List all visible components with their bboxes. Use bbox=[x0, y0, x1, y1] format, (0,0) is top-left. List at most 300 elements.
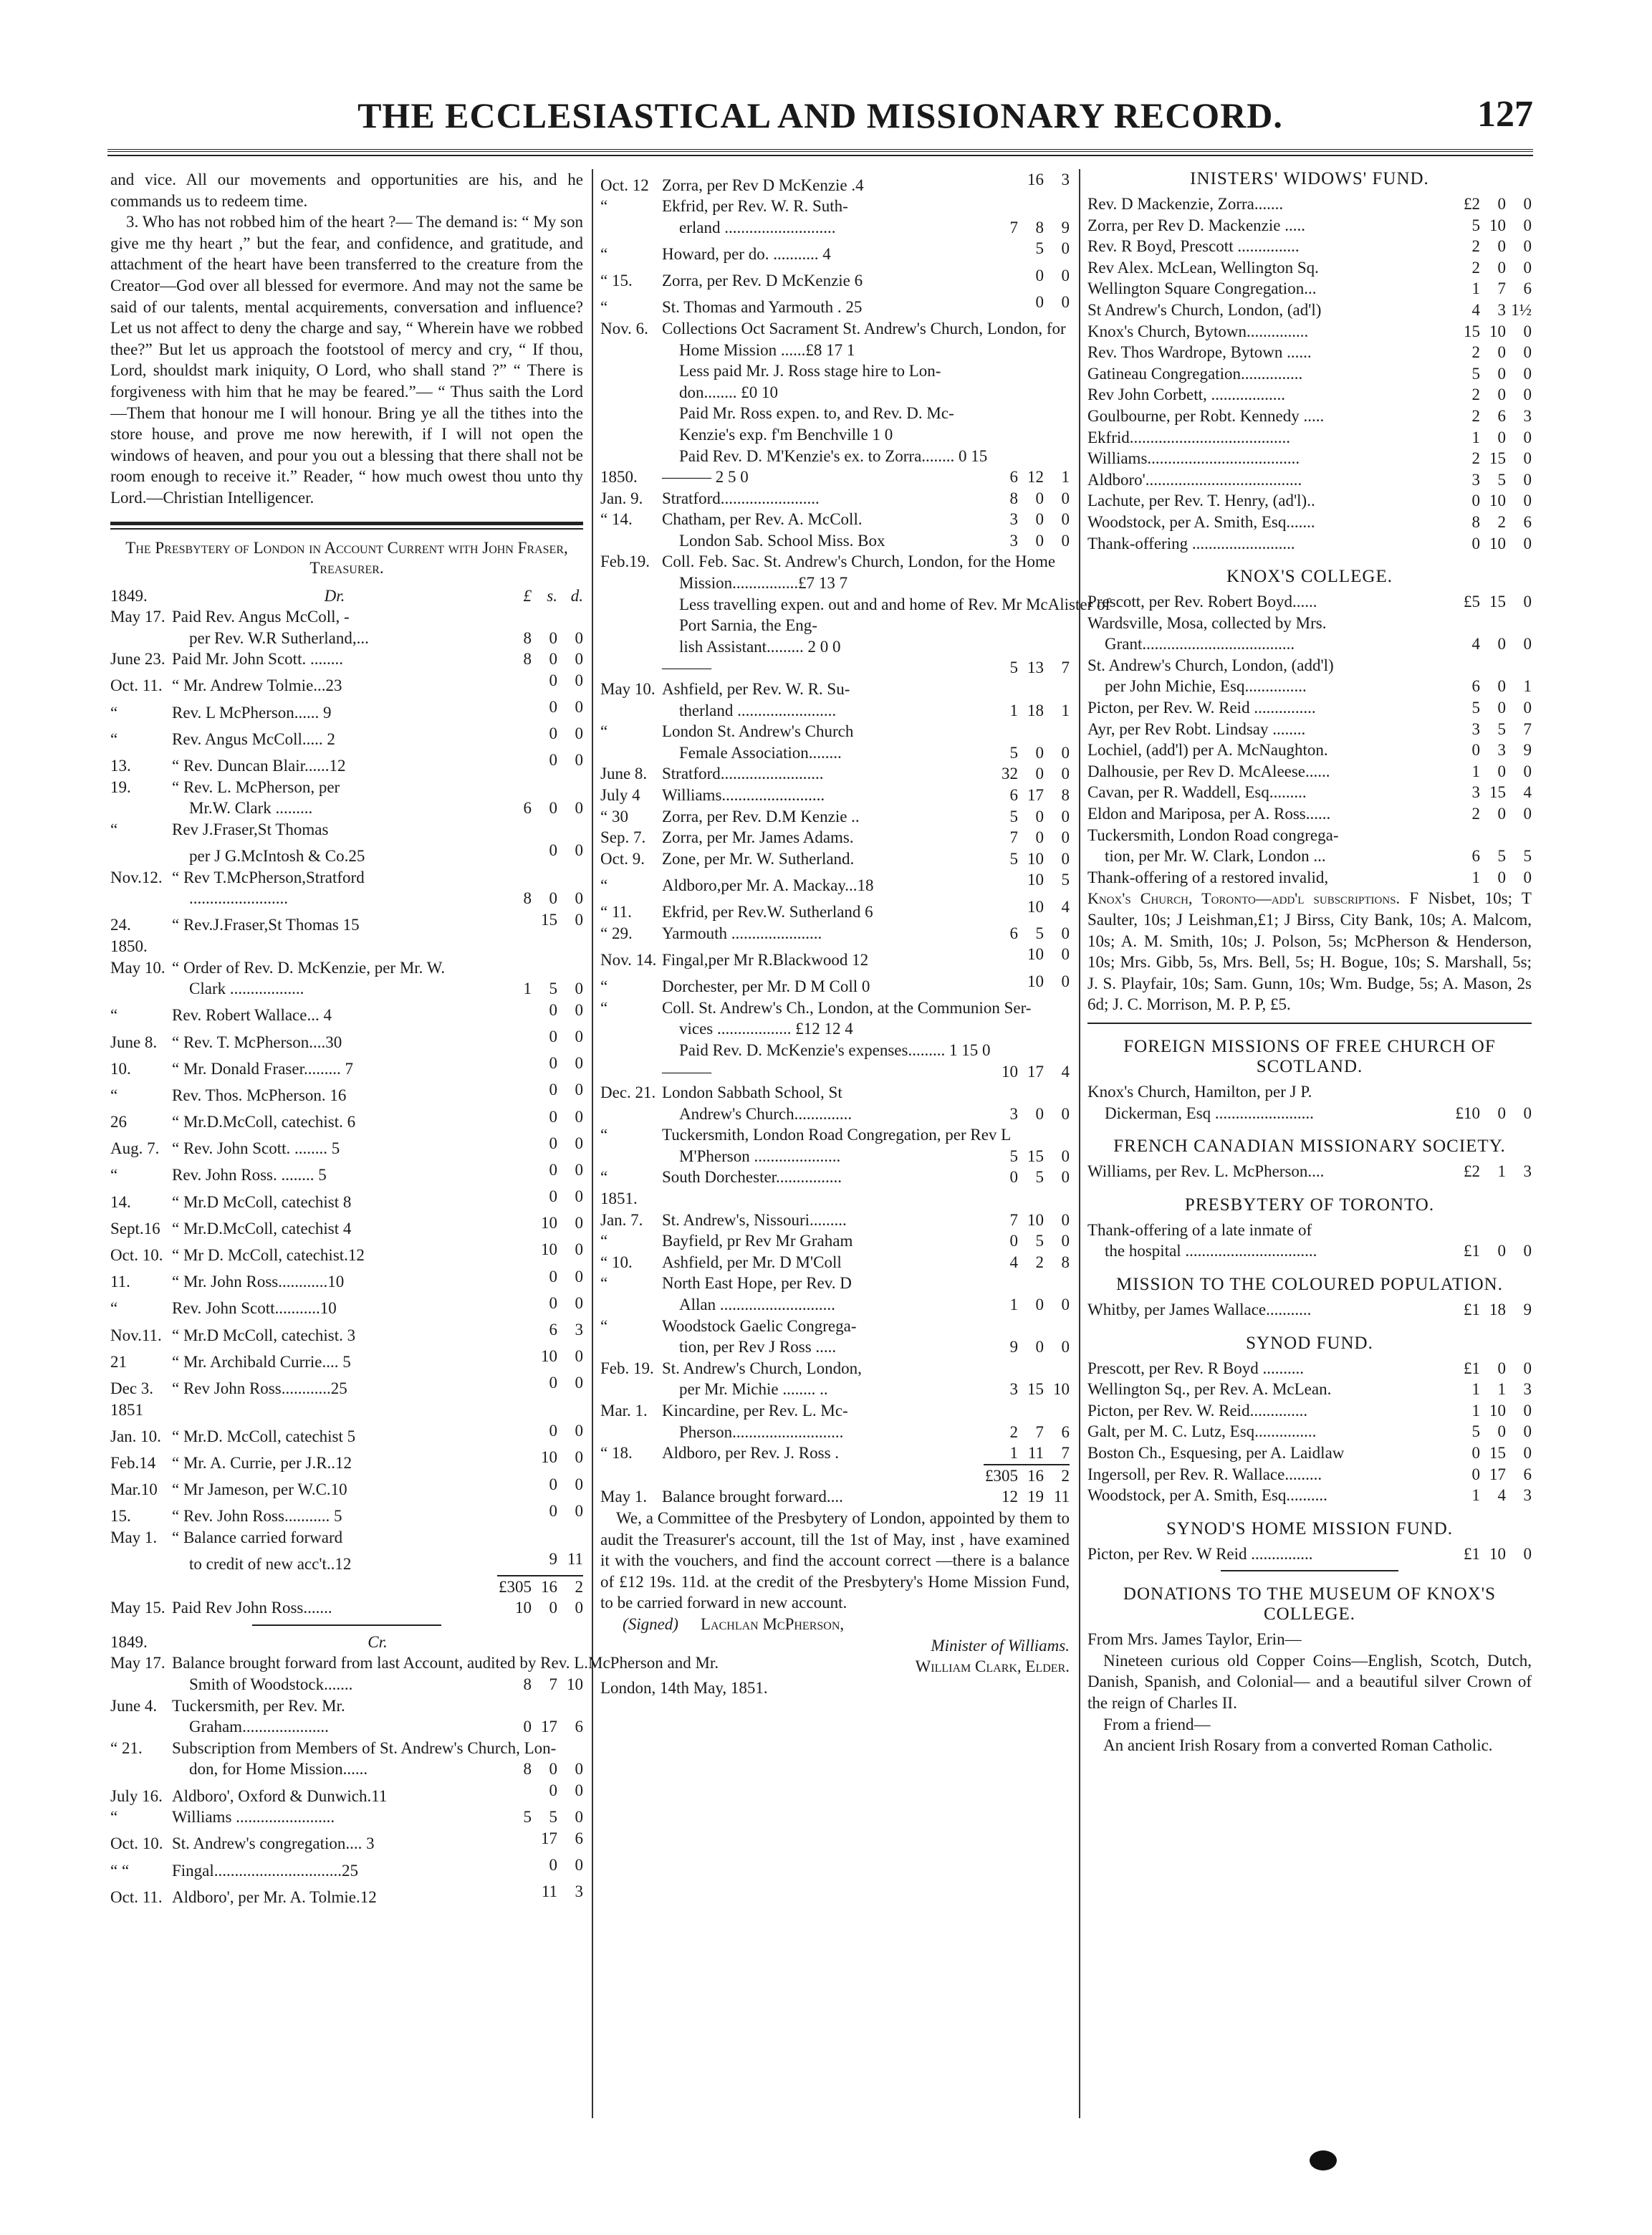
foreign-missions-entries bbox=[1087, 1081, 1532, 1124]
signer-name: William Clark, Elder. bbox=[915, 1657, 1070, 1676]
entry-shillings: 10 bbox=[1027, 945, 1044, 964]
entry-shillings: 0 bbox=[549, 1501, 557, 1520]
ledger-row bbox=[600, 848, 1070, 870]
column-rule-right bbox=[1079, 169, 1080, 2118]
entry-text: Fingal...............................25 bbox=[172, 1861, 359, 1880]
ministers-widows-fund-entries bbox=[1087, 193, 1532, 554]
ledger-row bbox=[1087, 278, 1532, 300]
entry-date: Oct. 10. bbox=[110, 1834, 163, 1853]
entry-pence: 6 bbox=[1523, 1465, 1532, 1483]
entry-pence: 0 bbox=[1061, 239, 1070, 258]
entry-text: Rev. Robert Wallace... 4 bbox=[172, 1006, 332, 1025]
entry-date: 1850. bbox=[600, 468, 638, 487]
ledger-row bbox=[110, 1695, 583, 1717]
entry-text: Thank-offering of a restored invalid, bbox=[1087, 868, 1329, 886]
entry-text: Coll. Feb. Sac. St. Andrew's Church, London, for the Home bbox=[662, 552, 1056, 571]
ledger-row bbox=[600, 265, 1070, 292]
entry-pounds bbox=[497, 1346, 532, 1367]
entry-date: Dec 3. bbox=[110, 1379, 154, 1397]
entry-shillings: 0 bbox=[549, 1760, 557, 1779]
cr-label: Cr. bbox=[368, 1632, 388, 1651]
entry-text: Home Mission ......£8 17 1 bbox=[679, 340, 855, 359]
entry-pence: 0 bbox=[575, 1599, 583, 1617]
entry-shillings: 9 bbox=[549, 1549, 557, 1568]
toronto-subscriptions: Knox's Church, Toronto—add'l subscriptions. F Nisbet, 10s; T Saulter, 10s; J Leishman,£1; J Birss, City Bank, 10s; A. Malcom, 10s; A. M. Smith, 10s; J. Polson, 5s; McPherson & Henderson, 10s; Mrs. Gibb, 5s, Mrs. Bell, 5s; H. Bogue, 10s; S. Marshall, 5s; J. S. Playfair, 10s; Sam. Gunn, 10s; Wm. Budge, 5s; A. Mason, 2s 6d; J. C. Morrison, M. P. P, £5. bbox=[1087, 889, 1532, 1014]
entry-pounds bbox=[497, 1881, 532, 1903]
coloured-population-entries bbox=[1087, 1299, 1532, 1321]
entry-text: Howard, per do. ........... 4 bbox=[662, 244, 831, 263]
entry-pounds bbox=[497, 1186, 532, 1207]
entry-pounds: 7 bbox=[1009, 218, 1018, 236]
entry-pounds: 9 bbox=[1009, 1338, 1018, 1356]
entry-pence: 0 bbox=[575, 1267, 583, 1286]
ledger-row bbox=[1087, 300, 1532, 321]
ledger-row bbox=[110, 1420, 583, 1447]
entry-text: Paid Rev. D. M'Kenzie's ex. to Zorra........ 0 15 bbox=[679, 446, 988, 465]
entry-pence: 0 bbox=[575, 671, 583, 689]
entry-pence: 0 bbox=[1523, 1242, 1532, 1260]
ledger-row bbox=[1087, 591, 1532, 613]
entry-text: “ Mr.D.McColl, catechist 4 bbox=[172, 1219, 352, 1238]
ledger-row bbox=[110, 1738, 583, 1759]
entry-date: 21 bbox=[110, 1352, 127, 1371]
entry-pounds bbox=[497, 670, 532, 691]
entry-text: St. Andrew's, Nissouri......... bbox=[662, 1210, 847, 1229]
entry-text: St. Andrew's Church, London, (add'l) bbox=[1087, 656, 1334, 674]
entry-pounds: 1 bbox=[1009, 1296, 1018, 1314]
entry-date: May 10. bbox=[600, 680, 655, 699]
entry-text: Aldboro'...................................... bbox=[1087, 470, 1302, 489]
ledger-row bbox=[600, 169, 1070, 196]
entry-pence: 0 bbox=[1061, 1232, 1070, 1250]
ledger-row bbox=[110, 1399, 583, 1421]
ledger-row bbox=[600, 763, 1070, 785]
entry-text: per Rev. W.R Sutherland,... bbox=[189, 628, 369, 647]
entry-pounds: 0 bbox=[1471, 741, 1480, 760]
entry-pounds: 8 bbox=[523, 1760, 532, 1779]
ledger-row bbox=[600, 196, 1070, 217]
entry-pence: 0 bbox=[575, 1347, 583, 1366]
entry-pence: 0 bbox=[1523, 534, 1532, 552]
entry-date: “ 30 bbox=[600, 807, 628, 825]
entry-shillings: 15 bbox=[1489, 593, 1506, 611]
entry-text: Williams ........................ bbox=[172, 1808, 335, 1827]
ledger-row bbox=[600, 1316, 1070, 1337]
entry-pence: 10 bbox=[1053, 1380, 1070, 1399]
ledger-row bbox=[600, 1124, 1070, 1146]
account-cr-entries-continued bbox=[600, 169, 1111, 1464]
entry-text: “ Rev T.McPherson,Stratford bbox=[172, 868, 365, 886]
entry-date: 26 bbox=[110, 1113, 127, 1131]
entry-pence: 0 bbox=[1523, 593, 1532, 611]
entry-text: Allan ............................ bbox=[679, 1296, 835, 1314]
entry-date: Dec. 21. bbox=[600, 1083, 656, 1102]
ledger-row bbox=[1087, 1421, 1532, 1442]
entry-date: “ 14. bbox=[600, 510, 633, 529]
section-rule bbox=[1221, 1570, 1398, 1571]
entry-shillings: 2 bbox=[1035, 1253, 1044, 1271]
entry-text: don, for Home Mission...... bbox=[189, 1760, 368, 1779]
entry-text: Ingersoll, per Rev. R. Wallace......... bbox=[1087, 1465, 1322, 1483]
entry-pence: 0 bbox=[575, 628, 583, 647]
section-rule bbox=[252, 1624, 441, 1626]
entry-text: Rev J.Fraser,St Thomas bbox=[172, 820, 329, 838]
ledger-row bbox=[110, 1133, 583, 1159]
entry-text: “ Mr. Donald Fraser......... 7 bbox=[172, 1059, 353, 1078]
entry-text: Rev. John Scott...........10 bbox=[172, 1299, 337, 1318]
ledger-row bbox=[600, 827, 1070, 848]
entry-pence: 6 bbox=[575, 1829, 583, 1847]
ledger-row bbox=[110, 1346, 583, 1372]
entry-date: Jan. 7. bbox=[600, 1210, 643, 1229]
entry-pounds: 2 bbox=[1471, 386, 1480, 404]
section-title: MISSION TO THE COLOURED POPULATION. bbox=[1116, 1274, 1503, 1294]
entry-pounds bbox=[497, 1293, 532, 1314]
section-rule bbox=[1087, 1023, 1532, 1024]
entry-pence: 0 bbox=[1061, 292, 1070, 311]
entry-text: Wellington Square Congregation... bbox=[1087, 279, 1317, 298]
entry-text: St. Andrew's congregation.... 3 bbox=[172, 1834, 375, 1853]
entry-shillings: 0 bbox=[549, 841, 557, 860]
entry-text: Clark .................. bbox=[189, 980, 304, 998]
entry-pounds: 1 bbox=[1009, 1444, 1018, 1463]
entry-pence: 0 bbox=[1523, 1104, 1532, 1122]
entry-pence: 0 bbox=[575, 1187, 583, 1206]
entry-date: Oct. 9. bbox=[600, 849, 645, 868]
ledger-row bbox=[600, 869, 1070, 896]
entry-date: Oct. 10. bbox=[110, 1246, 163, 1265]
entry-date: May 1. bbox=[110, 1528, 158, 1546]
entry-date: Sept.16 bbox=[110, 1219, 160, 1238]
ink-blot-mark bbox=[1308, 2148, 1338, 2173]
section-title: SYNOD FUND. bbox=[1246, 1333, 1373, 1353]
ledger-row bbox=[110, 1828, 583, 1854]
entry-shillings: 0 bbox=[549, 724, 557, 743]
entry-date: May 17. bbox=[110, 1654, 165, 1672]
account-cr-after bbox=[600, 1486, 1070, 1508]
entry-pounds: 1 bbox=[1009, 701, 1018, 719]
entry-pounds: £1 bbox=[1464, 1300, 1480, 1318]
entry-pence: 0 bbox=[1523, 1544, 1532, 1563]
entry-pounds: 5 bbox=[523, 1808, 532, 1827]
entry-shillings: 0 bbox=[1035, 1338, 1044, 1356]
ledger-row bbox=[1087, 1544, 1532, 1565]
entry-shillings: 17 bbox=[541, 1718, 557, 1736]
ledger-row bbox=[1087, 782, 1532, 803]
entry-shillings: 0 bbox=[549, 1599, 557, 1617]
entry-date: 11. bbox=[110, 1273, 130, 1291]
entry-text: Chatham, per Rev. A. McColl. bbox=[662, 510, 863, 529]
entry-text: Ekfrid....................................... bbox=[1087, 428, 1291, 446]
ledger-row bbox=[1087, 384, 1532, 406]
entry-text: “ Mr.D.McColl, catechist. 6 bbox=[172, 1113, 356, 1131]
entry-shillings: 7 bbox=[549, 1675, 557, 1694]
entry-pounds: 5 bbox=[1009, 1147, 1018, 1165]
entry-pence: 0 bbox=[575, 1475, 583, 1493]
ledger-row bbox=[1087, 825, 1532, 846]
entry-date: 19. bbox=[110, 777, 131, 796]
entry-text: “ Mr D. McColl, catechist.12 bbox=[172, 1246, 365, 1265]
entry-pence: 7 bbox=[1061, 1444, 1070, 1463]
entry-text: per John Michie, Esq............... bbox=[1105, 677, 1307, 696]
entry-pence: 0 bbox=[575, 1501, 583, 1520]
entry-pence: 0 bbox=[1061, 266, 1070, 284]
ledger-row bbox=[600, 340, 1070, 361]
ledger-row bbox=[1087, 1161, 1532, 1182]
entry-shillings: 0 bbox=[1497, 1242, 1506, 1260]
entry-pounds: 7 bbox=[1009, 828, 1018, 847]
ledger-row bbox=[1087, 719, 1532, 740]
entry-shillings: 5 bbox=[1497, 470, 1506, 489]
entry-pence: 6 bbox=[1061, 1422, 1070, 1441]
entry-pence: 0 bbox=[1061, 945, 1070, 964]
entry-text: Ayr, per Rev Robt. Lindsay ........ bbox=[1087, 719, 1306, 738]
entry-date: Nov.12. bbox=[110, 868, 163, 886]
entry-shillings: 10 bbox=[1027, 1210, 1044, 1229]
entry-text: Aldboro, per Rev. J. Ross . bbox=[662, 1444, 840, 1463]
entry-text: Woodstock Gaelic Congrega- bbox=[662, 1316, 857, 1335]
entry-date: May 1. bbox=[600, 1488, 648, 1506]
ledger-row bbox=[1087, 1103, 1532, 1124]
entry-pounds bbox=[984, 169, 1018, 191]
entry-pounds: £1 bbox=[1464, 1544, 1480, 1563]
ledger-row bbox=[110, 777, 583, 798]
entry-pence: 0 bbox=[1061, 807, 1070, 825]
section-title: INISTERS' WIDOWS' FUND. bbox=[1190, 169, 1429, 188]
entry-pounds: 3 bbox=[1009, 531, 1018, 550]
entry-pence: 0 bbox=[575, 1781, 583, 1800]
entry-text: Williams..................................... bbox=[1087, 449, 1300, 468]
ledger-row bbox=[110, 1652, 719, 1674]
entry-text: Mr.W. Clark ......... bbox=[189, 799, 313, 818]
entry-shillings: 0 bbox=[1497, 364, 1506, 383]
entry-pounds: 0 bbox=[1471, 1465, 1480, 1483]
synod-home-mission-entries bbox=[1087, 1544, 1532, 1565]
ledger-row bbox=[600, 382, 1070, 403]
ledger-row bbox=[110, 1293, 583, 1319]
entry-pence: 5 bbox=[1523, 847, 1532, 866]
entry-shillings: 5 bbox=[1035, 1168, 1044, 1187]
entry-text: Rev. John Ross. ........ 5 bbox=[172, 1166, 327, 1184]
ledger-row bbox=[110, 1758, 583, 1780]
french-canadian-entries bbox=[1087, 1161, 1532, 1182]
entry-shillings: 12 bbox=[1027, 468, 1044, 487]
entry-pence: 0 bbox=[1523, 1422, 1532, 1441]
entry-shillings: 0 bbox=[549, 1187, 557, 1206]
ledger-row bbox=[110, 798, 583, 819]
entry-text: Ashfield, per Rev. W. R. Su- bbox=[662, 680, 850, 699]
entry-pounds bbox=[497, 1447, 532, 1468]
entry-date: “ 29. bbox=[600, 924, 633, 942]
ledger-row bbox=[110, 1447, 583, 1473]
entry-shillings: 0 bbox=[549, 1000, 557, 1019]
ledger-row bbox=[110, 936, 583, 957]
entry-pounds: £1 bbox=[1464, 1242, 1480, 1260]
entry-pounds: 4 bbox=[1471, 635, 1480, 654]
entry-text: Zorra, per Rev. D.M Kenzie .. bbox=[662, 807, 860, 825]
entry-text: tion, per Rev J Ross ..... bbox=[679, 1338, 837, 1356]
entry-text: Smith of Woodstock....... bbox=[189, 1675, 353, 1694]
entry-shillings: 5 bbox=[549, 980, 557, 998]
entry-shillings: 0 bbox=[1497, 868, 1506, 886]
intro-paragraph: 3. Who has not robbed him of the heart ?— The demand is: “ My son give me thy heart ,” but the fear, and confidence, and gratitude, and attachment of the heart have been transferred to the creature from the Creator—God over all blessed for evermore. And may not the same be said of our talents, mental acquirements, conversation and influence? Let us not affect to deny the charge and say, “ Wherein have we robbed thee?” But let us approach the footstool of mercy and cry, “ If thou, Lord, shouldst mark iniquity, O Lord, who shall stand ?” “ There is forgiveness with him that he may be feared.”— “ Thus saith the Lord—Them that honour me I will honour. Bring ye all the tithes into the store house, and prove me now herewith, if I will not open the windows of heaven, and pour you out a blessing that there shall not be room enough to receive it.” Reader, “ how much owest thou unto thy Lord.—Christian Intelligencer. bbox=[110, 213, 583, 507]
entry-pounds bbox=[497, 1420, 532, 1442]
account-dr-header bbox=[110, 585, 583, 607]
ledger-row bbox=[1087, 697, 1532, 719]
entry-shillings: 10 bbox=[1027, 871, 1044, 889]
entry-text: “ Rev. John Scott. ........ 5 bbox=[172, 1139, 340, 1158]
entry-pounds bbox=[497, 1212, 532, 1234]
ledger-row bbox=[1087, 740, 1532, 761]
account-title: The Presbytery of London in Account Current with John Fraser, Treasurer. bbox=[125, 538, 568, 577]
entry-text: Lachute, per Rev. T. Henry, (ad'l).. bbox=[1087, 492, 1315, 510]
ledger-row bbox=[600, 944, 1070, 970]
entry-shillings: 4 bbox=[1497, 1486, 1506, 1505]
entry-text: to credit of new acc't..12 bbox=[189, 1555, 352, 1574]
entry-pence: 0 bbox=[1523, 1443, 1532, 1462]
entry-pounds bbox=[497, 1780, 532, 1801]
entry-date: Jan. 9. bbox=[600, 489, 643, 507]
entry-pounds bbox=[984, 896, 1018, 918]
entry-text: Fingal,per Mr R.Blackwood 12 bbox=[662, 950, 869, 969]
entry-pence: 0 bbox=[1523, 237, 1532, 256]
entry-pounds bbox=[497, 1501, 532, 1522]
entry-shillings: 7 bbox=[1035, 1422, 1044, 1441]
entry-pence: 10 bbox=[567, 1675, 583, 1694]
ledger-row bbox=[1087, 676, 1532, 697]
entry-text: Dalhousie, per Rev D. McAleese...... bbox=[1087, 762, 1330, 780]
ledger-row bbox=[1087, 533, 1532, 555]
entry-text: Less paid Mr. J. Ross stage hire to Lon- bbox=[679, 362, 941, 381]
signer-role: Minister of Williams. bbox=[931, 1636, 1070, 1655]
ledger-row bbox=[600, 292, 1070, 318]
entry-pence: 0 bbox=[1061, 924, 1070, 942]
entry-shillings: 0 bbox=[1497, 1359, 1506, 1377]
entry-shillings: 0 bbox=[1035, 292, 1044, 311]
entry-pounds: 3 bbox=[1471, 783, 1480, 802]
header-rule bbox=[107, 149, 1533, 156]
entry-pence: 0 bbox=[575, 841, 583, 860]
ledger-row bbox=[110, 697, 583, 723]
entry-date: Nov. 6. bbox=[600, 319, 648, 338]
entry-shillings: 10 bbox=[1489, 216, 1506, 234]
entry-text: St. Thomas and Yarmouth . 25 bbox=[662, 298, 863, 317]
entry-shillings: 0 bbox=[1497, 237, 1506, 256]
entry-date: 13. bbox=[110, 757, 131, 775]
ledger-row bbox=[110, 1159, 583, 1186]
entry-text: tion, per Mr. W. Clark, London ... bbox=[1105, 847, 1326, 866]
ledger-row bbox=[600, 594, 1111, 616]
signed-label: (Signed) bbox=[623, 1614, 678, 1633]
entry-pounds: 5 bbox=[1471, 216, 1480, 234]
entry-pounds: 0 bbox=[1471, 534, 1480, 552]
ledger-row bbox=[600, 1379, 1070, 1400]
entry-text: “ Rev. T. McPherson....30 bbox=[172, 1033, 342, 1051]
entry-pounds: 2 bbox=[1009, 1422, 1018, 1441]
entry-text: Ekfrid, per Rev. W. R. Suth- bbox=[662, 197, 848, 216]
entry-shillings: 0 bbox=[549, 698, 557, 717]
entry-pounds: 6 bbox=[1471, 847, 1480, 866]
ledger-row bbox=[1087, 1485, 1532, 1506]
entry-date: May 15. bbox=[110, 1599, 165, 1617]
ledger-row bbox=[600, 1422, 1070, 1443]
ledger-row bbox=[110, 1239, 583, 1265]
ledger-row bbox=[110, 888, 583, 909]
entry-text: Picton, per Rev. W. Reid ............... bbox=[1087, 699, 1316, 717]
entry-shillings: 7 bbox=[1497, 279, 1506, 298]
entry-text: Yarmouth ...................... bbox=[662, 924, 822, 942]
entry-shillings: 0 bbox=[1497, 699, 1506, 717]
entry-shillings: 0 bbox=[549, 1160, 557, 1179]
ledger-row bbox=[600, 997, 1070, 1019]
entry-pounds: 15 bbox=[1464, 322, 1480, 340]
entry-text: “ Rev. L. McPherson, per bbox=[172, 777, 340, 796]
signature-block bbox=[600, 1614, 1070, 1635]
entry-text: “ Mr. John Ross............10 bbox=[172, 1273, 345, 1291]
entry-pence: 0 bbox=[1523, 1401, 1532, 1420]
ledger-row bbox=[110, 1212, 583, 1239]
entry-text: “ Order of Rev. D. McKenzie, per Mr. W. bbox=[172, 958, 446, 977]
entry-date: “ bbox=[600, 1316, 608, 1335]
entry-text: “ Rev. John Ross........... 5 bbox=[172, 1507, 342, 1526]
ledger-row bbox=[110, 1806, 583, 1828]
entry-text: Picton, per Rev. W Reid ............... bbox=[1087, 1544, 1313, 1563]
donor-line: From a friend— bbox=[1103, 1715, 1211, 1733]
entry-date: Nov.11. bbox=[110, 1326, 162, 1344]
entry-date: “ bbox=[110, 1166, 118, 1184]
entry-text: Tuckersmith, London Road congrega- bbox=[1087, 825, 1339, 844]
ledger-row bbox=[1087, 406, 1532, 427]
ledger-row bbox=[110, 1266, 583, 1293]
entry-pounds bbox=[984, 869, 1018, 891]
entry-pounds: 0 bbox=[1009, 1168, 1018, 1187]
entry-pounds: 3 bbox=[1471, 719, 1480, 738]
entry-text: Eldon and Mariposa, per A. Ross...... bbox=[1087, 805, 1331, 823]
entry-date: “ bbox=[600, 977, 608, 996]
column-middle bbox=[600, 169, 1111, 2147]
account-cr-total bbox=[600, 1464, 1070, 1487]
entry-pounds: 6 bbox=[1471, 677, 1480, 696]
entry-pence: 0 bbox=[575, 1422, 583, 1440]
entry-shillings: 0 bbox=[1035, 1296, 1044, 1314]
entry-shillings: 13 bbox=[1027, 659, 1044, 677]
ledger-row bbox=[110, 1106, 583, 1133]
entry-text: Andrew's Church.............. bbox=[679, 1104, 853, 1123]
entry-pence: 0 bbox=[575, 1808, 583, 1827]
entry-pounds: 12 bbox=[1002, 1488, 1018, 1506]
entry-pounds: 4 bbox=[1009, 1253, 1018, 1271]
entry-pence: 5 bbox=[1061, 871, 1070, 889]
ledger-row bbox=[1087, 655, 1532, 676]
entry-pence: 0 bbox=[1523, 470, 1532, 489]
entry-pence: 0 bbox=[1061, 1104, 1070, 1123]
entry-text: Woodstock, per A. Smith, Esq.......... bbox=[1087, 1486, 1327, 1505]
ledger-row bbox=[110, 957, 583, 979]
entry-pounds: £5 bbox=[1464, 593, 1480, 611]
ledger-row bbox=[600, 551, 1070, 573]
ledger-row bbox=[110, 1549, 583, 1575]
entry-pence: 0 bbox=[1061, 1147, 1070, 1165]
entry-shillings: 0 bbox=[549, 1422, 557, 1440]
entry-shillings: 15 bbox=[1489, 449, 1506, 468]
donation-item: An ancient Irish Rosary from a converted Roman Catholic. bbox=[1103, 1736, 1493, 1755]
knox-college-entries bbox=[1087, 591, 1532, 888]
entry-text: Balance brought forward from last Account, audited by Rev. L.McPherson and Mr. bbox=[172, 1654, 719, 1672]
entry-text: Thank-offering of a late inmate of bbox=[1087, 1220, 1312, 1239]
entry-date: “ bbox=[600, 722, 608, 741]
entry-text: Dorchester, per Mr. D M Coll 0 bbox=[662, 977, 870, 996]
entry-shillings: 0 bbox=[549, 1107, 557, 1126]
